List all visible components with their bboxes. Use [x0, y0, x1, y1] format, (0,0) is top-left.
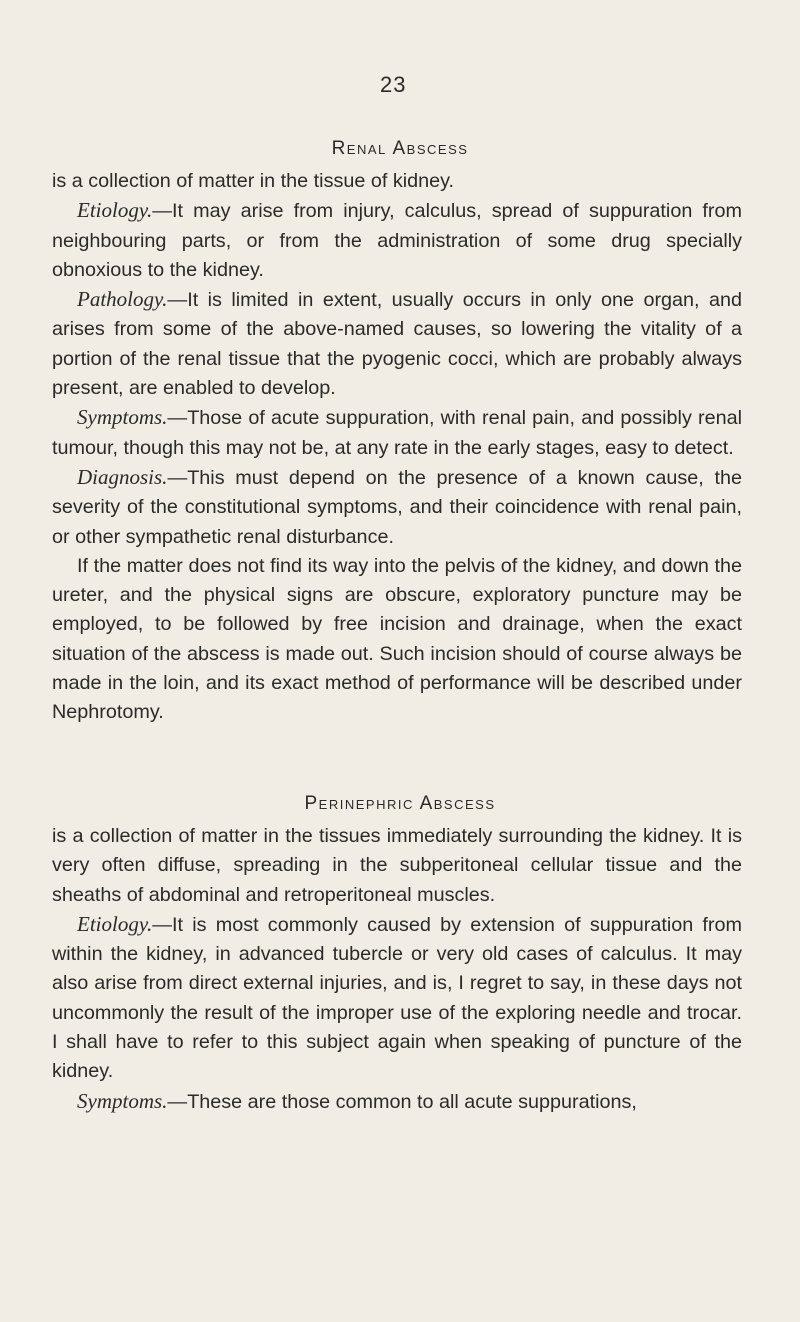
paragraph-text: If the matter does not find its way into the pelvis of the kidney, and down the ureter, and the physical signs are obscure, exploratory puncture may be employed, to be followed by free incision and drainage, when the exact situation of the abscess is made out. Such incision should of course always be made in the loin, and its exact method of performance will be described under Nephrotomy.	[52, 554, 742, 724]
perinephric-abscess-intro: is a collection of matter in the tissues immediately surrounding the kidney. It is very often diffuse, spreading in the subperitoneal cellular tissue and the sheaths of abdominal and retroperitoneal muscles.	[52, 825, 742, 906]
paragraph-label: Diagnosis.	[77, 464, 168, 489]
paragraph-text: —It is limited in extent, usually occurs in only one organ, and arises from some of the above-named causes, so lowering the vitality of a portion of the renal tissue that the pyogenic cocci, which are probably always present, are enabled to develop.	[52, 289, 742, 400]
page-number: 23	[380, 72, 407, 97]
paragraph-symptoms	[52, 403, 742, 463]
paragraph-etiology	[52, 196, 742, 285]
paragraph-label: Symptoms.	[77, 405, 168, 430]
paragraph-text: —Those of acute suppuration, with renal pain, and possibly renal tumour, though this may not be, at any rate in the early stages, easy to detect.	[52, 407, 742, 459]
paragraph-text: —This must depend on the presence of a known cause, the severity of the constitutional symptoms, and their coincidence with renal pain, or other sympathetic renal disturbance.	[52, 466, 742, 548]
paragraph-pathology	[52, 285, 742, 403]
perinephric-abscess-text	[52, 822, 742, 1117]
paragraph-label: Symptoms.	[77, 1088, 168, 1113]
renal-abscess-intro: is a collection of matter in the tissue of kidney.	[52, 170, 455, 192]
paragraph-treatment	[52, 552, 742, 728]
paragraph-text: —It is most commonly caused by extension of suppuration from within the kidney, in advanced tubercle or very old cases of calculus. It may also arise from direct external injuries, and is, I regret to say, in these days not uncommonly the result of the improper use of the exploring needle and trocar. I shall have to refer to this subject again when speaking of puncture of the kidney.	[52, 913, 742, 1083]
paragraph-text: —These are those common to all acute suppurations,	[167, 1090, 637, 1113]
paragraph-label: Pathology.	[77, 287, 168, 312]
renal-abscess-text	[52, 167, 742, 728]
section-heading-perinephric-abscess: Perinephric Abscess	[304, 793, 496, 814]
paragraph-text: —It may arise from injury, calculus, spread of suppuration from neighbouring parts, or from the administration of some drug specially obnoxious to the kidney.	[52, 200, 742, 281]
paragraph-label: Etiology.	[77, 198, 153, 223]
section-heading-renal-abscess: Renal Abscess	[331, 138, 469, 159]
paragraph-label: Etiology.	[77, 911, 153, 936]
paragraph-etiology	[52, 910, 742, 1087]
paragraph-symptoms	[52, 1087, 742, 1117]
paragraph-diagnosis	[52, 463, 742, 552]
